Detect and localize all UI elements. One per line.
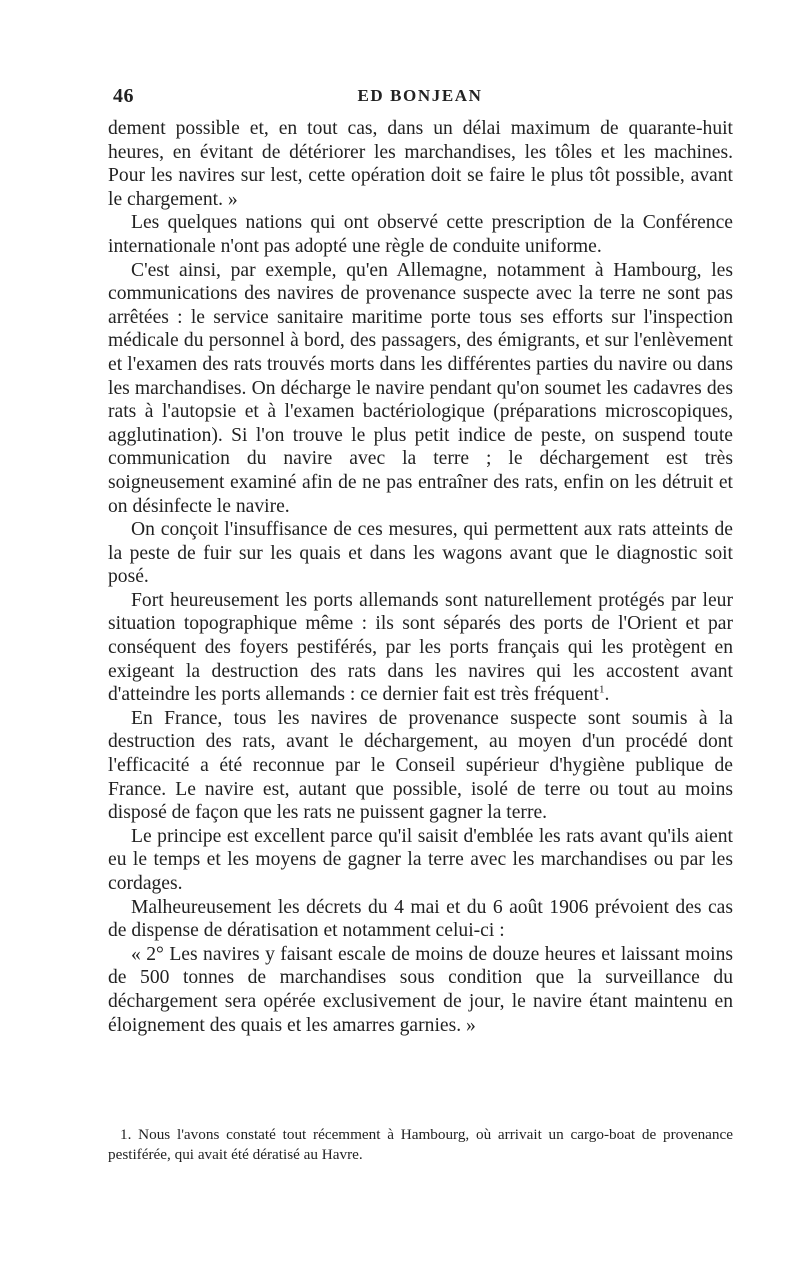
running-title: ED BONJEAN [357, 86, 483, 105]
paragraph-with-footnote [108, 589, 733, 707]
paragraph: C'est ainsi, par exemple, qu'en Allemagne, notamment à Hambourg, les communications des navires de provenance suspecte avec la terre ne sont pas arrêtées : le service sanitaire maritime porte tous ses efforts sur l'inspection médicale du personnel à bord, des passagers, des émigrants, et sur l'enlèvement et l'examen des rats trouvés morts dans les différentes parties du navire ou dans les marchandises. On décharge le navire pendant qu'on soumet les cadavres des rats à l'autopsie et à l'examen bactériologique (préparations microscopiques, agglutination). Si l'on trouve le plus petit indice de peste, on suspend toute communication du navire avec la terre ; le déchargement est très soigneusement examiné afin de ne pas entraîner des rats, enfin on les détruit et on désinfecte le navire. [108, 259, 733, 517]
paragraph: Malheureusement les décrets du 4 mai et du 6 août 1906 prévoient des cas de dispense de dératisation et notamment celui-ci : [108, 896, 733, 942]
footnote: 1. Nous l'avons constaté tout récemment à Hambourg, où arrivait un cargo-boat de provenance pestiférée, qui avait été dératisé au Havre. [108, 1126, 733, 1163]
paragraph-text: Fort heureusement les ports allemands sont naturellement protégés par leur situation topographique même : ils sont séparés des ports de l'Orient et par conséquent des foyers pestiférés, par les ports français qui les protègent en exigeant la destruction des rats dans les navires qui les accostent avant d'atteindre les ports allemands : ce dernier fait est très fréquent [108, 589, 733, 706]
paragraph: Les quelques nations qui ont observé cette prescription de la Conférence internationale n'ont pas adopté une règle de conduite uniforme. [108, 212, 733, 257]
sentence-end: . [604, 684, 610, 706]
footnote-reference: 1 [599, 683, 605, 696]
page-number: 46 [113, 85, 134, 107]
paragraph-continuation: dement possible et, en tout cas, dans un délai maximum de quarante-huit heures, en évitant de détériorer les marchandises, les tôles et les machines. Pour les navires sur lest, cette opération doit se faire le plus tôt possible, avant le chargement. » [108, 118, 733, 210]
quoted-paragraph: « 2° Les navires y faisant escale de moins de douze heures et laissant moins de 500 tonnes de marchandises sous condition que la surveillance du déchargement sera opérée exclusivement de jour, le navire étant maintenu en éloignement des quais et les amarres garnies. » [108, 943, 733, 1036]
paragraph: En France, tous les navires de provenance suspecte sont soumis à la destruction des rats, avant le déchargement, au moyen d'un procédé dont l'efficacité a été reconnue par le Conseil supérieur d'hygiène publique de France. Le navire est, autant que possible, isolé de terre ou tout au moins disposé de façon que les rats ne puissent gagner la terre. [108, 707, 733, 824]
paragraph: On conçoit l'insuffisance de ces mesures, qui permettent aux rats atteints de la peste de fuir sur les quais et dans les wagons avant que le diagnostic soit posé. [108, 519, 733, 588]
footnotes [108, 1125, 733, 1165]
paragraph: Le principe est excellent parce qu'il saisit d'emblée les rats avant qu'ils aient eu le temps et les moyens de gagner la terre avec les marchandises ou par les cordages. [108, 825, 733, 894]
running-head [105, 82, 735, 112]
body-text [108, 117, 733, 1037]
